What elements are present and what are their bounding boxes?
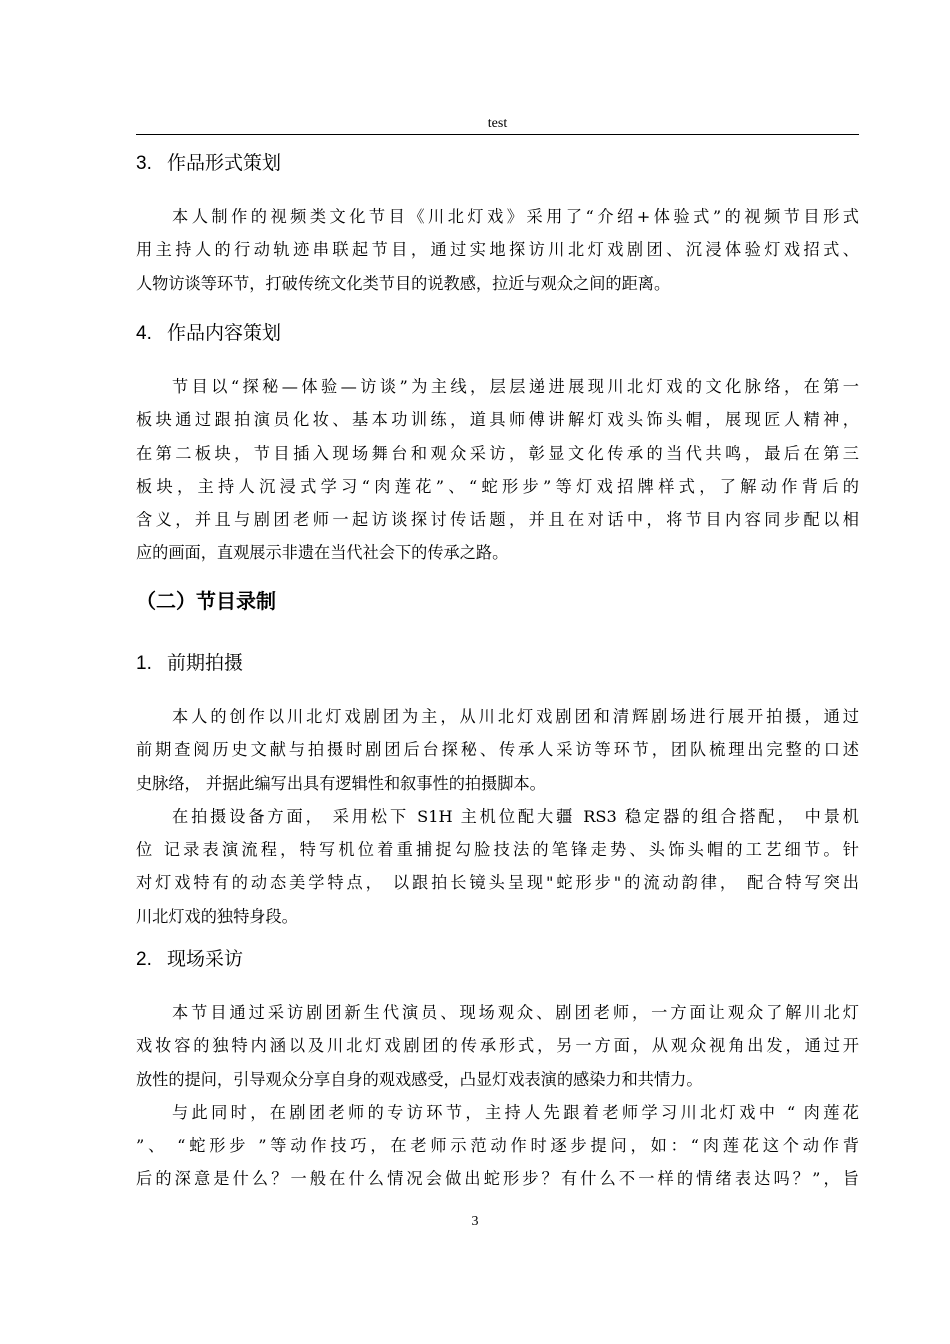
section-heading-3 — [136, 150, 281, 177]
text-line: 应的画面，直观展示非遗在当代社会下的传承之路。 — [136, 543, 509, 563]
section-heading-2 — [136, 946, 243, 973]
part-heading: （二）节目录制 — [136, 589, 276, 613]
section-title: 作品内容策划 — [167, 322, 282, 344]
page-number: 3 — [471, 1214, 479, 1229]
text-line: 史脉络， 并据此编写出具有逻辑性和叙事性的拍摄脚本。 — [136, 773, 546, 793]
text-line: 本人制作的视频类文化节目《川北灯戏》采用了“介绍+体验式”的视频节目形式 — [172, 207, 859, 226]
text-line: 对灯戏特有的动态美学特点， 以跟拍长镜头呈现"蛇形步"的流动韵律， 配合特写突出 — [136, 873, 859, 893]
paragraph-pre-shooting — [136, 700, 859, 933]
text-line: 在拍摄设备方面， 采用松下 S1H 主机位配大疆 RS3 稳定器的组合搭配， 中景机 — [172, 806, 859, 826]
text-line: 本人的创作以川北灯戏剧团为主，从川北灯戏剧团和清辉剧场进行展开拍摄，通过 — [172, 707, 859, 726]
section-heading-4 — [136, 320, 281, 347]
text-line: 用主持人的行动轨迹串联起节目，通过实地探访川北灯戏剧团、沉浸体验灯戏招式、 — [136, 240, 859, 260]
section-number: 1. — [136, 653, 152, 674]
text-line: 位 记录表演流程，特写机位着重捕捉勾脸技法的笔锋走势、头饰头帽的工艺细节。针 — [136, 840, 859, 860]
section-number: 3. — [136, 153, 152, 174]
text-line: 节目以“探秘—体验—访谈”为主线，层层递进展现川北灯戏的文化脉络，在第一 — [172, 377, 859, 396]
text-line: ”、 “蛇形步 ”等动作技巧，在老师示范动作时逐步提问，如：“肉莲花这个动作背 — [136, 1136, 859, 1156]
text-line: 在第二板块，节目插入现场舞台和观众采访，彰显文化传承的当代共鸣，最后在第三 — [136, 443, 859, 463]
section-number: 2. — [136, 949, 152, 970]
text-line: 板块通过跟拍演员化妆、基本功训练，道具师傅讲解灯戏头饰头帽，展现匠人精神， — [136, 410, 859, 430]
text-line: 本节目通过采访剧团新生代演员、现场观众、剧团老师，一方面让观众了解川北灯 — [172, 1003, 859, 1022]
section-heading-1 — [136, 650, 243, 677]
paragraph-content-plan — [136, 370, 859, 570]
text-line: 后的深意是什么？一般在什么情况会做出蛇形步？有什么不一样的情绪表达吗？”，旨 — [136, 1169, 859, 1189]
section-title: 现场采访 — [167, 948, 244, 970]
section-number: 4. — [136, 323, 152, 344]
section-title: 前期拍摄 — [167, 652, 244, 674]
text-line: 放性的提问，引导观众分享自身的观戏感受，凸显灯戏表演的感染力和共情力。 — [136, 1069, 703, 1089]
text-line: 板块，主持人沉浸式学习“肉莲花”、“蛇形步”等灯戏招牌样式，了解动作背后的 — [136, 476, 859, 496]
text-line: 人物访谈等环节，打破传统文化类节目的说教感，拉近与观众之间的距离。 — [136, 273, 671, 293]
page-header: test — [136, 114, 859, 135]
paragraph-form-plan — [136, 200, 859, 300]
text-line: 戏妆容的独特内涵以及川北灯戏剧团的传承形式，另一方面，从观众视角出发，通过开 — [136, 1036, 859, 1056]
text-line: 川北灯戏的独特身段。 — [136, 906, 298, 926]
text-line: 含义，并且与剧团老师一起访谈探讨传话题，并且在对话中，将节目内容同步配以相 — [136, 510, 859, 530]
text-line: 前期查阅历史文献与拍摄时剧团后台探秘、传承人采访等环节，团队梳理出完整的口述 — [136, 740, 859, 760]
paragraph-interview — [136, 996, 859, 1196]
section-title: 作品形式策划 — [167, 152, 282, 174]
text-line: 与此同时，在剧团老师的专访环节，主持人先跟着老师学习川北灯戏中 “ 肉莲花 — [172, 1102, 859, 1122]
